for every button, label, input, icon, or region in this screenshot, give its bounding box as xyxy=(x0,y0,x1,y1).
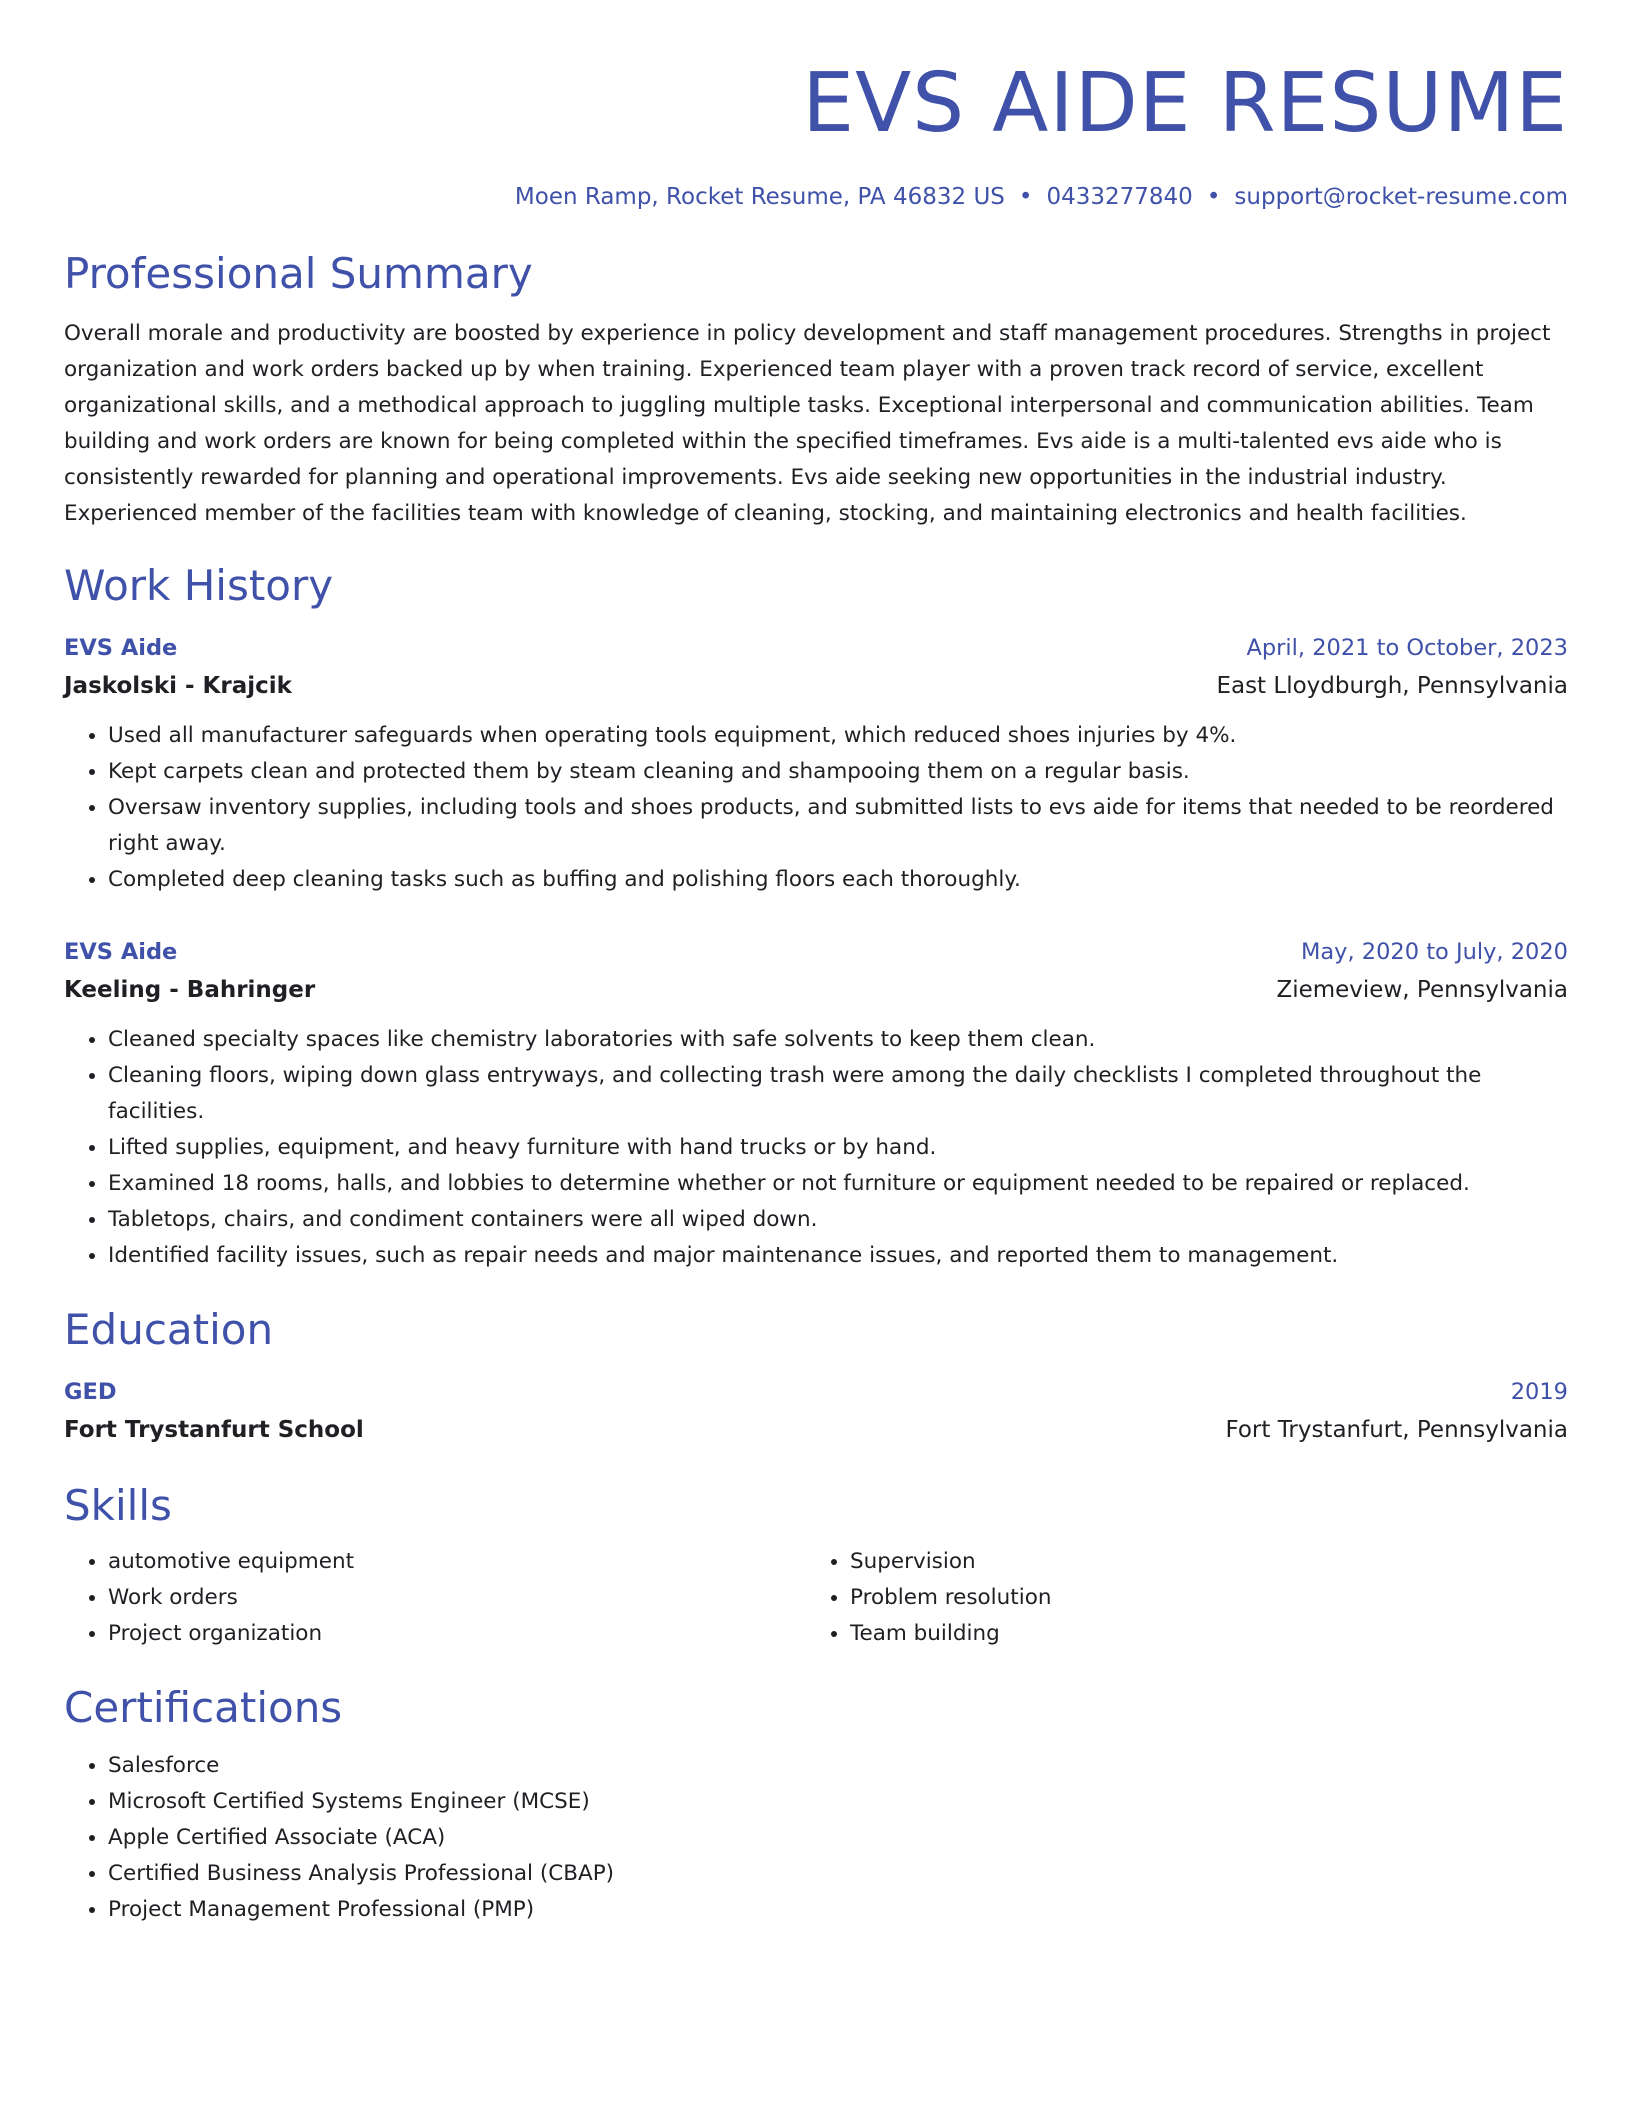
section-title-certifications: Certifications xyxy=(64,1683,343,1732)
resume-page xyxy=(64,0,1568,1928)
job-company-row xyxy=(64,970,1568,1010)
job-bullet: • Lifted supplies, equipment, and heavy furniture with hand trucks or by hand. xyxy=(108,1130,1568,1166)
job-company-row xyxy=(64,666,1568,706)
job-dates: April, 2021 to October, 2023 xyxy=(1246,635,1568,661)
contact-address: Moen Ramp, Rocket Resume, PA 46832 US xyxy=(514,184,1005,210)
skill-item: • Team building xyxy=(850,1616,1548,1652)
job-title: EVS Aide xyxy=(64,939,178,965)
job-bullet: • Oversaw inventory supplies, including tools and shoes products, and submitted lists to evs aide for items that needed to be reordered right away. xyxy=(108,790,1568,862)
education-degree: GED xyxy=(64,1379,117,1405)
skills-column-left xyxy=(64,1544,806,1652)
certifications-list xyxy=(64,1748,1568,1928)
resume-title: EVS AIDE RESUME xyxy=(802,56,1568,151)
skill-item: • Problem resolution xyxy=(850,1580,1548,1616)
job-entry xyxy=(64,934,1568,1274)
job-location: East Lloydburgh, Pennsylvania xyxy=(1216,673,1568,699)
job-bullet: • Examined 18 rooms, halls, and lobbies to determine whether or not furniture or equipment needed to be repaired or replaced. xyxy=(108,1166,1568,1202)
contact-line xyxy=(64,182,1568,212)
job-company: Keeling - Bahringer xyxy=(64,977,316,1003)
job-company: Jaskolski - Krajcik xyxy=(64,673,292,699)
contact-separator: • xyxy=(1018,184,1033,210)
skill-item: • Supervision xyxy=(850,1544,1548,1580)
skills-column-right xyxy=(806,1544,1548,1652)
section-title-skills: Skills xyxy=(64,1481,172,1530)
education-year: 2019 xyxy=(1510,1379,1568,1405)
education-header-row xyxy=(64,1374,1568,1410)
education-school: Fort Trystanfurt School xyxy=(64,1417,364,1443)
job-header-row xyxy=(64,630,1568,666)
skills-grid xyxy=(64,1544,1568,1652)
job-location: Ziemeview, Pennsylvania xyxy=(1276,977,1568,1003)
certification-item: • Salesforce xyxy=(108,1748,1568,1784)
skill-item: • automotive equipment xyxy=(108,1544,806,1580)
job-header-row xyxy=(64,934,1568,970)
job-bullet: • Identified facility issues, such as repair needs and major maintenance issues, and reported them to management. xyxy=(108,1238,1568,1274)
job-entry xyxy=(64,630,1568,898)
job-bullet: • Tabletops, chairs, and condiment containers were all wiped down. xyxy=(108,1202,1568,1238)
section-title-education: Education xyxy=(64,1305,274,1354)
job-title: EVS Aide xyxy=(64,635,178,661)
certification-item: • Project Management Professional (PMP) xyxy=(108,1892,1568,1928)
job-bullet: • Kept carpets clean and protected them by steam cleaning and shampooing them on a regular basis. xyxy=(108,754,1568,790)
education-location: Fort Trystanfurt, Pennsylvania xyxy=(1225,1417,1568,1443)
section-title-summary: Professional Summary xyxy=(64,249,533,298)
contact-separator: • xyxy=(1206,184,1221,210)
certification-item: • Microsoft Certified Systems Engineer (MCSE) xyxy=(108,1784,1568,1820)
contact-email: support@rocket-resume.com xyxy=(1234,184,1568,210)
job-bullets xyxy=(64,1022,1568,1274)
job-dates: May, 2020 to July, 2020 xyxy=(1300,939,1568,965)
certification-item: • Certified Business Analysis Professional (CBAP) xyxy=(108,1856,1568,1892)
job-bullet: • Cleaning floors, wiping down glass entryways, and collecting trash were among the daily checklists I completed throughout the facilities. xyxy=(108,1058,1568,1130)
job-bullet: • Used all manufacturer safeguards when operating tools equipment, which reduced shoes injuries by 4%. xyxy=(108,718,1568,754)
contact-phone: 0433277840 xyxy=(1046,184,1193,210)
education-school-row xyxy=(64,1410,1568,1450)
skill-item: • Project organization xyxy=(108,1616,806,1652)
skill-item: • Work orders xyxy=(108,1580,806,1616)
job-bullet: • Completed deep cleaning tasks such as buffing and polishing floors each thoroughly. xyxy=(108,862,1568,898)
education-entry xyxy=(64,1374,1568,1450)
section-title-work-history: Work History xyxy=(64,561,334,610)
job-bullet: • Cleaned specialty spaces like chemistry laboratories with safe solvents to keep them clean. xyxy=(108,1022,1568,1058)
certification-item: • Apple Certified Associate (ACA) xyxy=(108,1820,1568,1856)
summary-text: Overall morale and productivity are boosted by experience in policy development and staff management procedures. Strengths in project organization and work orders backed up by when training. Experienced team player with a proven track record of service, excellent organizational skills, and a methodical approach to juggling multiple tasks. Exceptional interpersonal and communication abilities. Team building and work orders are known for being completed within the specified timeframes. Evs aide is a multi-talented evs aide who is consistently rewarded for planning and operational improvements. Evs aide seeking new opportunities in the industrial industry. Experienced member of the facilities team with knowledge of cleaning, stocking, and maintaining electronics and health facilities. xyxy=(64,321,1551,526)
job-bullets xyxy=(64,718,1568,898)
